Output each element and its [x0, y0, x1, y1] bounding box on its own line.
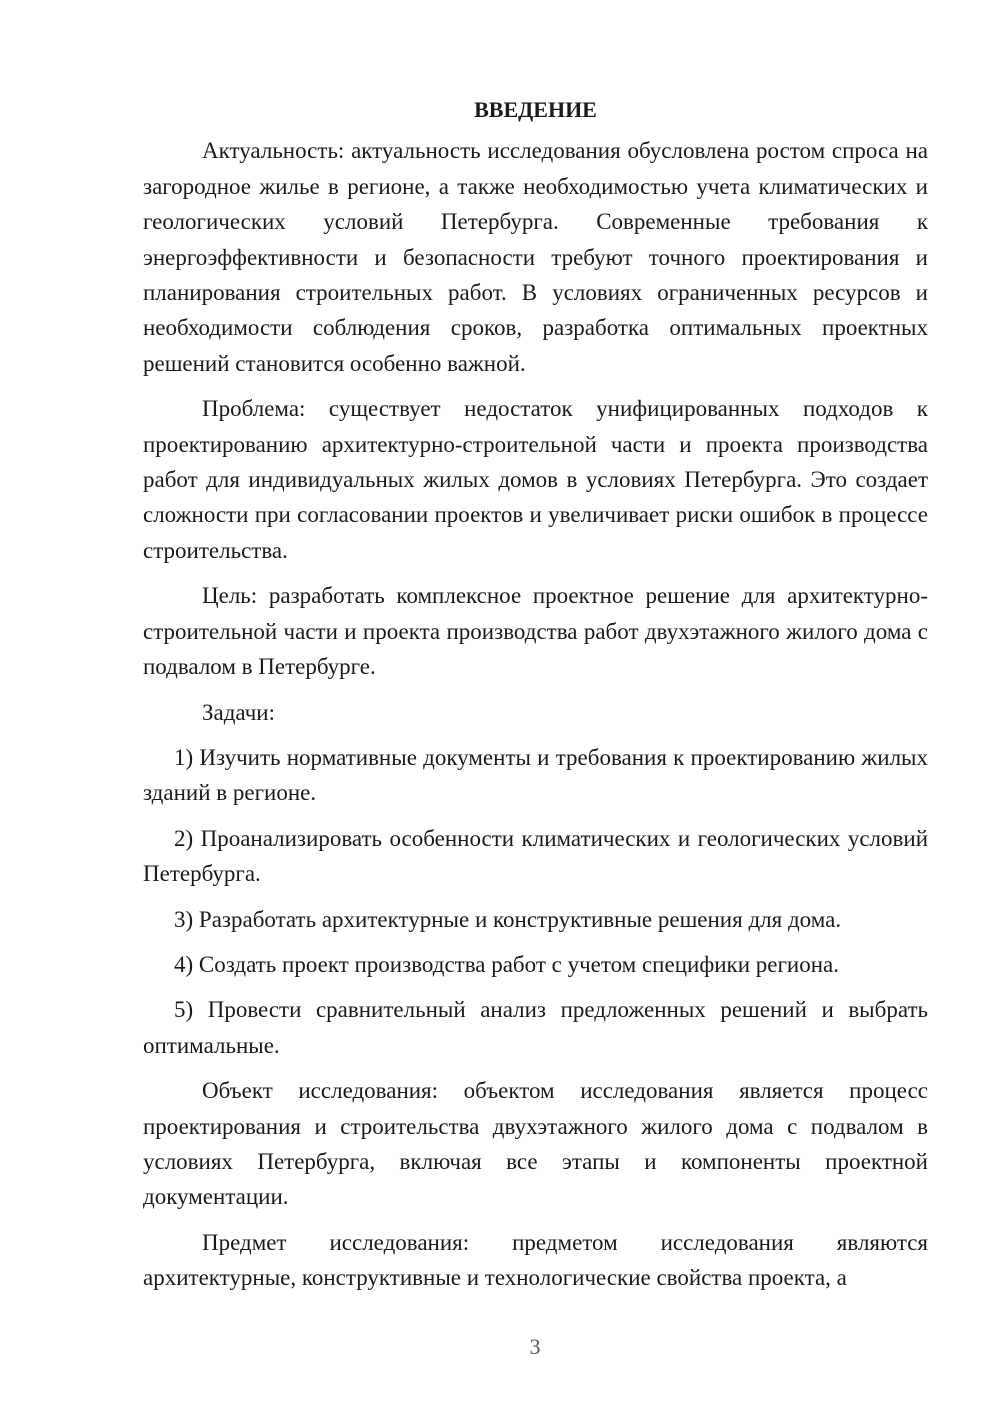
paragraph-goal: Цель: разработать комплексное проектное решение для архитектурно-строительной части и проекта производства работ двухэтажного жилого дома с подвалом в Петербурге. [143, 583, 928, 680]
page-number: 3 [529, 1334, 541, 1359]
task-item: 4) Создать проект производства работ с учетом специфики региона. [174, 951, 839, 977]
paragraph-subject: Предмет исследования: предметом исследования являются архитектурные, конструктивные и технологические свойства проекта, а [143, 1229, 928, 1291]
section-heading: ВВЕДЕНИЕ [474, 97, 597, 122]
paragraph-problem: Проблема: существует недостаток унифицированных подходов к проектированию архитектурно-строительной части и проекта производства работ для индивидуальных жилых домов в условиях Петербурга. Это создает сложности при согласовании проектов и увеличивает риски ошибок в процессе строительства. [143, 396, 928, 563]
document-page [143, 92, 928, 1306]
tasks-label: Задачи: [202, 699, 275, 725]
task-item: 3) Разработать архитектурные и конструктивные решения для дома. [174, 906, 842, 932]
paragraph-object: Объект исследования: объектом исследования является процесс проектирования и строительства двухэтажного жилого дома с подвалом в условиях Петербурга, включая все этапы и компоненты проектной документации. [143, 1078, 928, 1210]
task-item: 5) Провести сравнительный анализ предложенных решений и выбрать оптимальные. [143, 997, 928, 1058]
task-item: 1) Изучить нормативные документы и требования к проектированию жилых зданий в регионе. [143, 744, 928, 806]
paragraph-relevance: Актуальность: актуальность исследования обусловлена ростом спроса на загородное жилье в регионе, а также необходимостью учета климатических и геологических условий Петербурга. Современные требования к энергоэффективности и безопасности требуют точного проектирования и планирования строительных работ. В условиях ограниченных ресурсов и необходимости соблюдения сроков, разработка оптимальных проектных решений становится особенно важной. [143, 138, 928, 376]
task-item: 2) Проанализировать особенности климатических и геологических условий Петербурга. [143, 825, 928, 887]
